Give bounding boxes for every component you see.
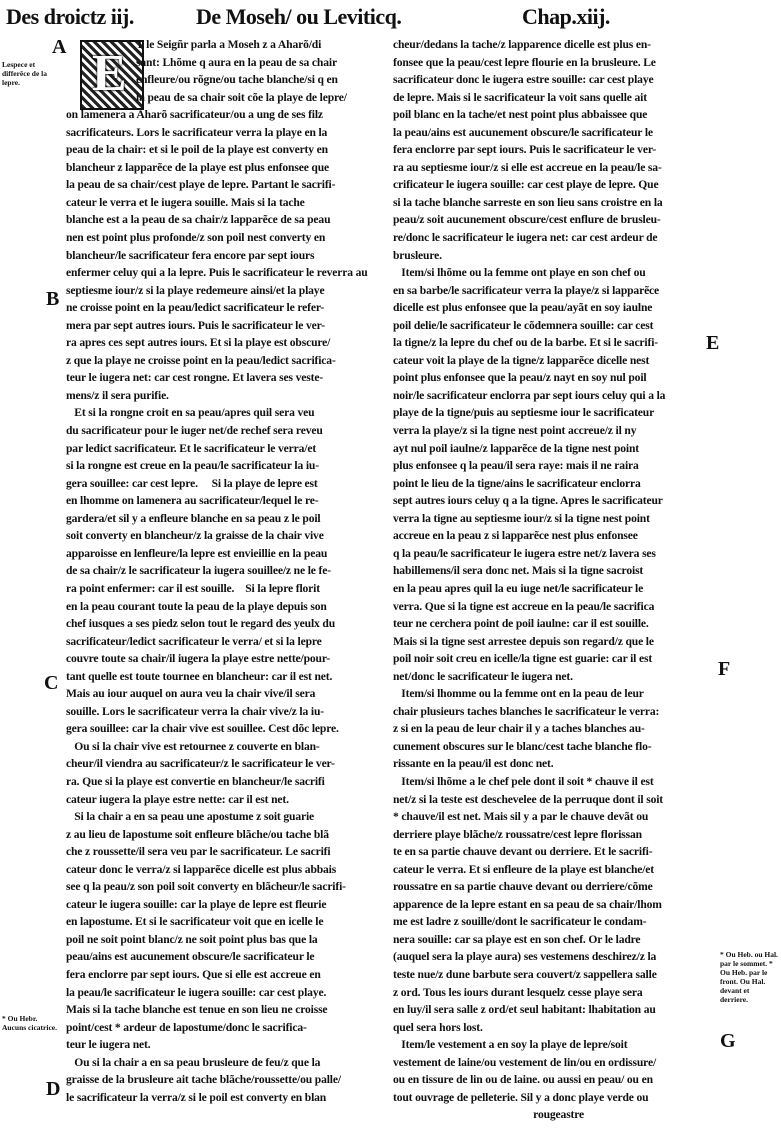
text-line: la peau de sa chair soit cõe la playe de lepre/ <box>136 90 347 104</box>
text-line: Ou si la chair vive est retournee z couverte en blan- <box>66 739 320 753</box>
text-line: point/cest * ardeur de lapostume/donc le sacrifica- <box>66 1020 307 1034</box>
text-line: point le lieu de la tigne/ains le sacrificateur enclorra <box>393 476 641 490</box>
text-line: poil noir soit creu en icelle/la tigne est guarie: car il est <box>393 652 653 666</box>
text-line: ra au septiesme iour/z si elle est accreue en la peau/le sa- <box>393 160 662 174</box>
text-line: souille. Lors le sacrificateur verra la chair vive/z la iu- <box>66 704 324 718</box>
text-line: ra. Que si la playe est convertie en blancheur/le sacrifi <box>66 774 325 788</box>
text-line: cateur le verra et le iugera souille. Mais si la tache <box>66 195 305 209</box>
text-line: q la peau/le sacrificateur le iugera estre net/z lavera ses <box>393 546 656 560</box>
right-text-column <box>393 36 715 1124</box>
text-line: cunement obscures sur le blanc/cest tache blanche flo- <box>393 739 652 753</box>
text-line: vestement de laine/ou vestement de lin/ou en ordissure/ <box>393 1055 657 1069</box>
text-line: noir/le sacrificateur enclorra par sept iours celuy qui a la <box>393 388 666 402</box>
text-line: fera enclorre par sept iours. Que si elle est accreue en <box>66 967 321 981</box>
text-line: mera par sept autres iours. Puis le sacrificateur le ver- <box>66 318 325 332</box>
text-line: septiesme iour/z si la playe redemeure ainsi/et la playe <box>66 283 325 297</box>
text-line: en lhomme on lamenera au sacrificateur/lequel le re- <box>66 494 319 508</box>
section-marker-d: D <box>46 1078 61 1100</box>
text-line: z au lieu de lapostume soit enfleure blãche/ou tache blã <box>66 827 329 841</box>
decorated-initial: E <box>80 40 144 110</box>
text-line: teur le iugera net: car cest rongne. Et lavera ses veste- <box>66 371 324 385</box>
section-marker-c: C <box>44 672 59 694</box>
text-line: cateur voit la playe de la tigne/z lapparẽce dicelle nest <box>393 353 650 367</box>
margin-note-f: * Ou Heb. ou Hal. par le sommet. * Ou Heb. par le front. Ou Hal. devant et derriere. <box>720 950 778 1004</box>
text-line: verra. Que si la tigne est accreue en la peau/le sacrifica <box>393 599 655 613</box>
text-line: ayt nul poil iaulne/z lapparẽce de la tigne nest point <box>393 441 640 455</box>
text-line: Mais si la tache blanche est tenue en son lieu ne croisse <box>66 1003 328 1017</box>
text-line: (auquel sera la playe aura) ses vestemens deschirez/z la <box>393 950 657 964</box>
text-line: teur le iugera net. <box>66 1038 151 1052</box>
text-line: mens/z il sera purifie. <box>66 388 169 402</box>
text-line: chair plusieurs taches blanches le sacrificateur le verra: <box>393 704 660 718</box>
text-line: Item/si lhõme a le chef pele dont il soit * chauve il est <box>393 774 654 788</box>
text-line: sant: Lhõme q aura en la peau de sa chair <box>136 55 337 69</box>
text-line: cateur le verra. Et si enfleure de la playe est blanche/et <box>393 862 655 876</box>
text-line: soit converty en blancheur/z la graisse de la chair vive <box>66 529 324 543</box>
text-line: en sa barbe/le sacrificateur verra la playe/z si lapparẽce <box>393 283 660 297</box>
text-line: fera enclorre par sept iours. Puis le sacrificateur le ver- <box>393 143 657 157</box>
text-line: ra apres ces sept autres iours. Et si la playe est obscure/ <box>66 336 331 350</box>
text-line: Item/si lhomme ou la femme ont en la peau de leur <box>393 687 644 701</box>
text-line: gera souillee: car la chair vive est souillee. Cest dõc lepre. <box>66 722 339 736</box>
text-line: on lamenera a Aharõ sacrificateur/ou a ung de ses filz <box>66 108 323 122</box>
text-line: accreue en la peau z si lapparẽce nest plus enfonsee <box>393 529 638 543</box>
text-line: Item/le vestement a en soy la playe de lepre/soit <box>393 1038 628 1052</box>
text-line: z ord. Tous les iours durant lesquelz cesse playe sera <box>393 985 643 999</box>
text-line: z que la playe ne croisse point en la peau/ledict sacrifica- <box>66 353 336 367</box>
text-line: nera souille: car sa playe est en son chef. Or le ladre <box>393 932 641 946</box>
text-line: la peau de sa chair/cest playe de lepre. Partant le sacrifi- <box>66 178 336 192</box>
text-line: rougeastre <box>393 1108 585 1122</box>
text-line: la tigne/z la lepre du chef ou de la barbe. Et si le sacrifi- <box>393 336 658 350</box>
text-line: net/z si la teste est deschevelee de la perruque dont il soit <box>393 792 664 806</box>
text-line: en la peau apres quil la eu iuge net/le sacrificateur le <box>393 581 644 595</box>
text-line: du sacrificateur pour le iuger net/de rechef sera reveu <box>66 424 323 438</box>
section-marker-b: B <box>46 288 60 310</box>
text-line: Et si la rongne croit en sa peau/apres quil sera veu <box>66 406 315 420</box>
section-marker-a: A <box>52 36 67 58</box>
text-line: nen est point plus profonde/z son poil nest converty en <box>66 231 326 245</box>
text-line: T le Seigñr parla a Moseh z a Aharõ/di <box>136 38 322 51</box>
text-line: cheur/il viendra au sacrificateur/z le sacrificateur le ver- <box>66 757 335 771</box>
text-line: sacrificateurs. Lors le sacrificateur verra la playe en la <box>66 125 328 139</box>
text-line: poil delie/le sacrificateur le cõdemnera souille: car cest <box>393 318 654 332</box>
text-line: blancheur/le sacrificateur fera encore par sept iours <box>66 248 315 262</box>
text-line: la peau/le sacrificateur le iugera souille: car cest playe. <box>66 985 327 999</box>
text-line: Mais au iour auquel on aura veu la chair vive/il sera <box>66 687 316 701</box>
text-line: cateur le iugera souille: car la playe de lepre est fleurie <box>66 897 327 911</box>
text-line: me est ladre z souille/dont le sacrificateur le condam- <box>393 915 647 929</box>
text-line: sacrificateur/ledict sacrificateur le verra/ et si la lepre <box>66 634 322 648</box>
book-title: De Moseh/ ou Leviticq. <box>196 4 402 29</box>
running-title: Des droictz iij. <box>6 4 134 29</box>
text-line: en la peau courant toute la peau de la playe depuis son <box>66 599 327 613</box>
text-line: de lepre. Mais si le sacrificateur la voit sans quelle ait <box>393 90 647 104</box>
text-line: Ou si la chair a en sa peau brusleure de feu/z que la <box>66 1055 321 1069</box>
text-line: roussatre en sa partie chauve devant ou derriere/cõme <box>393 880 653 894</box>
text-line: peau de la chair: et si le poil de la playe est converty en <box>66 143 328 157</box>
text-line: la peau/ains est aucunement obscure/le sacrificateur le <box>393 125 653 139</box>
text-line: blanche est a la peau de sa chair/z lapparẽce de sa peau <box>66 213 331 227</box>
text-line: derriere playe blãche/z roussatre/cest lepre florissan <box>393 827 642 841</box>
text-line: teste nue/z dune barbute sera couvert/z sappellera salle <box>393 967 657 981</box>
text-line: sacrificateur donc le iugera estre souille: car cest playe <box>393 73 654 87</box>
text-line: en luy/il sera salle z ord/et seul habitant: lhabitation au <box>393 1003 656 1017</box>
text-line: cateur iugera la playe estre nette: car il est net. <box>66 792 289 806</box>
text-line: ne croisse point en la peau/ledict sacrificateur le refer- <box>66 301 325 315</box>
section-marker-g: G <box>720 1030 736 1052</box>
text-line: dicelle est plus enfonsee que la peau/ayãt en soy iaulne <box>393 301 653 315</box>
text-line: par ledict sacrificateur. Et le sacrificateur le verra/et <box>66 441 317 455</box>
text-line: plus enfonsee q la peau/il sera raye: mais il ne raira <box>393 459 639 473</box>
text-line: tant quelle est toute tournee en blancheur: car il est net. <box>66 669 333 683</box>
text-line: si la tache blanche sarreste en son lieu sans croistre en la <box>393 195 663 209</box>
text-line: ou en tissure de lin ou de laine. ou aussi en peau/ ou en <box>393 1073 653 1087</box>
margin-note-d: * Ou Hebr. Aucuns cicatrice. <box>2 1014 57 1032</box>
text-line: enfermer celuy qui a la lepre. Puis le sacrificateur le reverra au <box>66 266 368 280</box>
text-line: le sacrificateur la verra/z si le poil est converty en blan <box>66 1090 327 1104</box>
text-line: playe de la tigne/puis au septiesme iour le sacrificateur <box>393 406 655 420</box>
text-line: fonsee que la peau/cest lepre flourie en la brusleure. Le <box>393 55 656 69</box>
text-line: en lapostume. Et si le sacrificateur voit que en icelle le <box>66 915 324 929</box>
text-line: brusleure. <box>393 248 442 262</box>
text-line: peau/z soit aucunement obscure/cest enflure de brusleu- <box>393 213 661 227</box>
text-line: Mais si la tigne sest arrestee depuis son regard/z que le <box>393 634 654 648</box>
text-line: re/donc le sacrificateur le iugera net: car cest ardeur de <box>393 231 658 245</box>
text-line: chef iusques a ses piedz selon tout le regard des yeulx du <box>66 617 336 631</box>
text-line: couvre toute sa chair/il iugera la playe estre nette/pour- <box>66 652 331 666</box>
chapter-heading: Chap.xiij. <box>522 4 610 29</box>
text-line: tout ouvrage de pelleterie. Sil y a donc playe verde ou <box>393 1090 649 1104</box>
text-line: apparence de la lepre estant en sa peau de sa chair/lhom <box>393 897 662 911</box>
text-line: ra point enfermer: car il est souille. Si la lepre florit <box>66 581 320 595</box>
text-line: net/donc le sacrificateur le iugera net. <box>393 669 573 683</box>
text-line: peau/ains est aucunement obscure/le sacrificateur le <box>66 950 315 964</box>
text-line: Si la chair a en sa peau une apostume z soit guarie <box>66 810 315 824</box>
text-line: habillemens/il sera donc net. Mais si la tigne sacroist <box>393 564 644 578</box>
text-line: teur ne cerchera point de poil iaulne: car il est souille. <box>393 617 649 631</box>
text-line: poil ne soit point blanc/z ne soit point plus bas que la <box>66 932 318 946</box>
section-marker-f: F <box>718 658 731 680</box>
text-line: te en sa partie chauve devant ou derriere. Et le sacrifi- <box>393 845 653 859</box>
text-line: crificateur le iugera souille: car cest playe de lepre. Que <box>393 178 659 192</box>
text-line: * chauve/il est net. Mais sil y a par le chauve devãt ou <box>393 810 649 824</box>
text-line: apparoisse en lenfleure/la lepre est envieillie en la peau <box>66 546 328 560</box>
text-line: sept autres iours celuy q a la tigne. Apres le sacrificateur <box>393 494 663 508</box>
text-line: rissante en la peau/il est donc net. <box>393 757 554 771</box>
text-line: blancheur z lapparẽce de la playe est plus enfonsee que <box>66 160 330 174</box>
text-line: z si en la peau de leur chair il y a taches blanches au- <box>393 722 645 736</box>
text-line: cateur donc le verra/z si lapparẽce dicelle est plus abbais <box>66 862 337 876</box>
text-line: quel sera hors lost. <box>393 1020 483 1034</box>
text-line: verra la tigne au septiesme iour/z si la tigne nest point <box>393 511 650 525</box>
left-text-column <box>66 36 388 1106</box>
text-line: gera souillee: car cest lepre. Si la playe de lepre est <box>66 476 318 490</box>
text-line: cheur/dedans la tache/z lapparence dicelle est plus en- <box>393 38 651 51</box>
text-line: see q la peau/z son poil soit converty en blãcheur/le sacrifi- <box>66 880 346 894</box>
text-line: Item/si lhõme ou la femme ont playe en son chef ou <box>393 266 646 280</box>
text-line: de sa chair/z le sacrificateur la iugera souillee/z ne le fe- <box>66 564 331 578</box>
text-line: enfleure/ou rõgne/ou tache blanche/si q en <box>136 73 338 87</box>
text-line: graisse de la brusleure ait tache blãche/roussette/ou palle/ <box>66 1073 341 1087</box>
margin-note-a: Lespece et differẽce de la lepre. <box>2 60 47 87</box>
text-line: si la rongne est creue en la peau/le sacrificateur la iu- <box>66 459 319 473</box>
text-line: che z roussette/il sera veu par le sacrificateur. Le sacrifi <box>66 845 331 859</box>
text-line: poil blanc en la tache/et nest point plus abbaissee que <box>393 108 648 122</box>
text-line: verra la playe/z si la tigne nest point accreue/z il ny <box>393 424 637 438</box>
section-marker-e: E <box>706 332 720 354</box>
text-line: point plus enfonsee que la peau/z nayt en soy nul poil <box>393 371 647 385</box>
text-line: gardera/et sil y a enfleure blanche en sa peau z le poil <box>66 511 321 525</box>
